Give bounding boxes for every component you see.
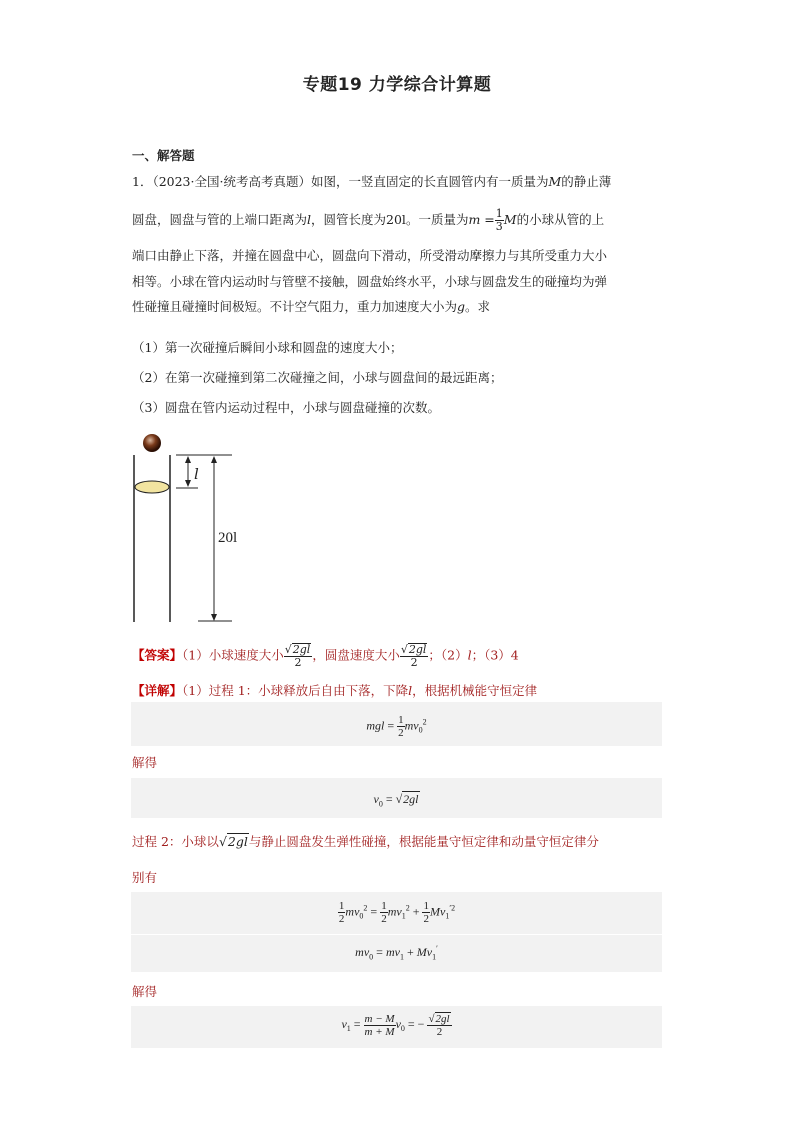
- equation-box-4: $v_1$ = $\frac{m - M}{m + M}$ $v_0$ = − $\frac{√2gl}{2}$: [131, 1006, 662, 1048]
- answer-line: 【答案】（1）小球速度大小 $\frac{√2gl}{2}$ ，圆盘速度大小 $\frac{√2gl}{2}$ ；（2）l；（3）4: [132, 643, 519, 669]
- detail-line-2: 过程 2：小球以√2gl与静止圆盘发生弹性碰撞，根据能量守恒定律和动量守恒定律分: [132, 834, 599, 849]
- solve-label-1: 解得: [132, 755, 158, 770]
- page-title: 专题19 力学综合计算题: [302, 75, 492, 95]
- question-3: （3）圆盘在管内运动过程中，小球与圆盘碰撞的次数。: [132, 400, 440, 415]
- section-heading: 一、解答题: [132, 148, 195, 163]
- detail-line-3: 别有: [132, 870, 158, 885]
- problem-line-5: 性碰撞且碰撞时间极短。不计空气阻力，重力加速度大小为g。求: [132, 299, 491, 314]
- detail-line-1: 【详解】（1）过程 1：小球释放后自由下落，下降l，根据机械能守恒定律: [132, 683, 538, 698]
- problem-line-2: 圆盘，圆盘与管的上端口距离为l，圆管长度为20l。一质量为m = $\frac{1}{3}$ M的小球从管的上: [132, 207, 605, 233]
- solve-label-2: 解得: [132, 984, 158, 999]
- question-1: （1）第一次碰撞后瞬间小球和圆盘的速度大小；: [132, 340, 403, 355]
- equation-box-1: mgl = $\frac{1}{2}$ $mv_0^2$: [131, 702, 662, 746]
- label-l: l: [194, 465, 199, 483]
- tube-figure: [128, 432, 248, 626]
- question-2: （2）在第一次碰撞到第二次碰撞之间，小球与圆盘间的最远距离；: [132, 370, 503, 385]
- label-20l: 20l: [218, 530, 238, 546]
- problem-line-3: 端口由静止下落，并撞在圆盘中心，圆盘向下滑动，所受滑动摩擦力与其所受重力大小: [132, 248, 608, 263]
- ball: [143, 434, 161, 452]
- equation-box-2: $v_0 = √2gl$: [131, 778, 662, 818]
- equation-box-3: $\frac{1}{2}$ $mv_0^2$ = $\frac{1}{2}$ $mv_1^2$ + $\frac{1}{2}$ $Mv_1^{'2}$ $mv_0 = mv_1 + Mv_1'$: [131, 892, 662, 972]
- problem-line-1: 1．（2023·全国·统考高考真题）如图，一竖直固定的长直圆管内有一质量为M的静止薄: [132, 174, 612, 189]
- problem-line-4: 相等。小球在管内运动时与管壁不接触，圆盘始终水平，小球与圆盘发生的碰撞均为弹: [132, 274, 608, 289]
- disc: [135, 481, 169, 493]
